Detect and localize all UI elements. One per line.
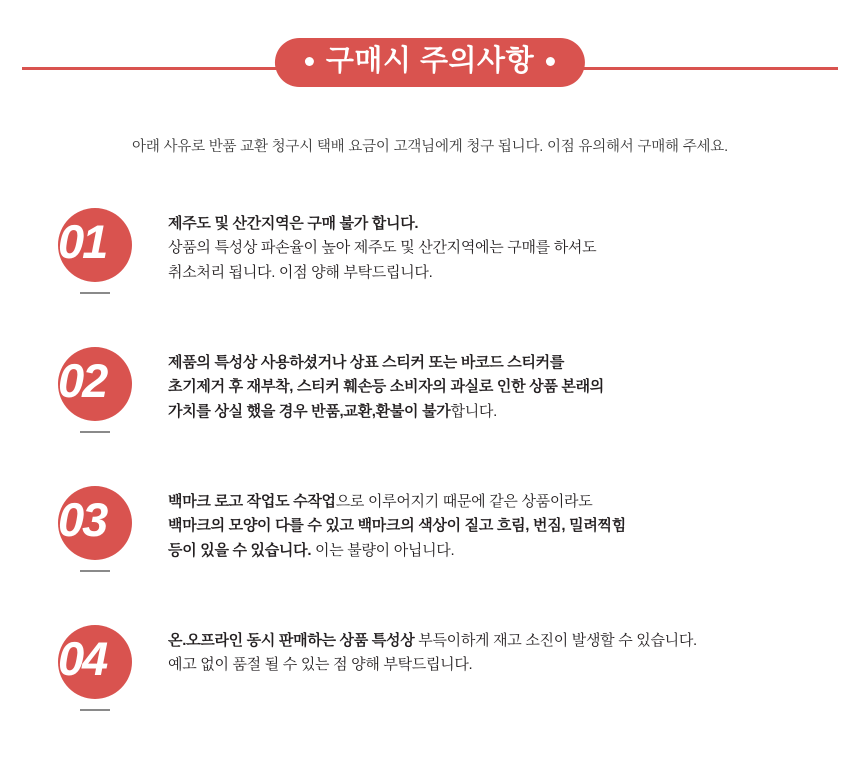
item-line-bold: 초기제거 후 재부착, 스티커 훼손등 소비자의 과실로 인한 상품 본래의 [168, 378, 604, 396]
item-line-bold: 가치를 상실 했을 경우 반품,교환,환불이 불가 [168, 402, 451, 420]
badge-underline [80, 709, 110, 711]
item-line-bold: 제주도 및 산간지역은 구매 불가 합니다. [168, 215, 419, 232]
badge-underline [80, 570, 110, 572]
badge-underline [80, 431, 110, 433]
item-line [168, 629, 860, 653]
item-line-normal: 부득이하게 재고 소진이 발생할 수 있습니다. [414, 632, 697, 649]
item-line-normal: 상품의 특성상 파손율이 높아 제주도 및 산간지역에는 구매를 하셔도 [168, 239, 597, 257]
badge-number: 03 [58, 493, 107, 546]
badge-number: 02 [58, 354, 107, 407]
item-badge [42, 347, 168, 439]
bullet-dot-right-icon [546, 57, 555, 66]
list-item [42, 208, 860, 300]
item-line-normal: 예고 없이 품절 될 수 있는 점 양해 부탁드립니다. [168, 656, 473, 674]
item-badge [42, 208, 168, 300]
page-title-pill [275, 38, 585, 87]
intro-text: 아래 사유로 반품 교환 청구시 택배 요금이 고객님에게 청구 됩니다. 이점 유의해서 구매해 주세요. [132, 139, 728, 155]
item-line [168, 375, 860, 399]
item-line-bold: 백마크 로고 작업도 수작업 [168, 493, 336, 510]
item-body [168, 486, 860, 563]
item-line [168, 539, 860, 563]
item-badge [42, 486, 168, 578]
item-line-normal: 으로 이루어지기 때문에 같은 상품이라도 [335, 493, 593, 510]
item-line-bold: 등이 있을 수 있습니다. [168, 541, 312, 559]
item-line-bold: 백마크의 모양이 다를 수 있고 백마크의 색상이 짙고 흐림, 번짐, 밀려찍힘 [168, 517, 626, 535]
item-body [168, 347, 860, 424]
bullet-dot-left-icon [305, 57, 314, 66]
item-line [168, 400, 860, 424]
item-line [168, 653, 860, 677]
item-line-normal: 취소처리 됩니다. 이점 양해 부탁드립니다. [168, 263, 433, 281]
list-item [42, 347, 860, 439]
item-badge [42, 625, 168, 717]
item-line [168, 212, 860, 236]
list-item [42, 486, 860, 578]
item-line-normal: 합니다. [450, 402, 497, 420]
item-body [168, 208, 860, 285]
item-line [168, 261, 860, 285]
page-header [0, 0, 860, 118]
item-line-bold: 온.오프라인 동시 판매하는 상품 특성상 [168, 632, 415, 649]
page-title: 구매시 주의사항 [325, 45, 535, 77]
notice-list [0, 208, 860, 717]
item-line [168, 236, 860, 260]
list-item [42, 625, 860, 717]
item-line [168, 514, 860, 538]
badge-number: 01 [58, 215, 107, 268]
item-line-bold: 제품의 특성상 사용하셨거나 상표 스티커 또는 바코드 스티커를 [168, 354, 565, 371]
badge-number: 04 [58, 632, 107, 685]
item-body [168, 625, 860, 678]
item-line [168, 351, 860, 375]
item-line-normal: 이는 불량이 아닙니다. [311, 541, 455, 559]
badge-underline [80, 292, 110, 294]
item-line [168, 490, 860, 514]
